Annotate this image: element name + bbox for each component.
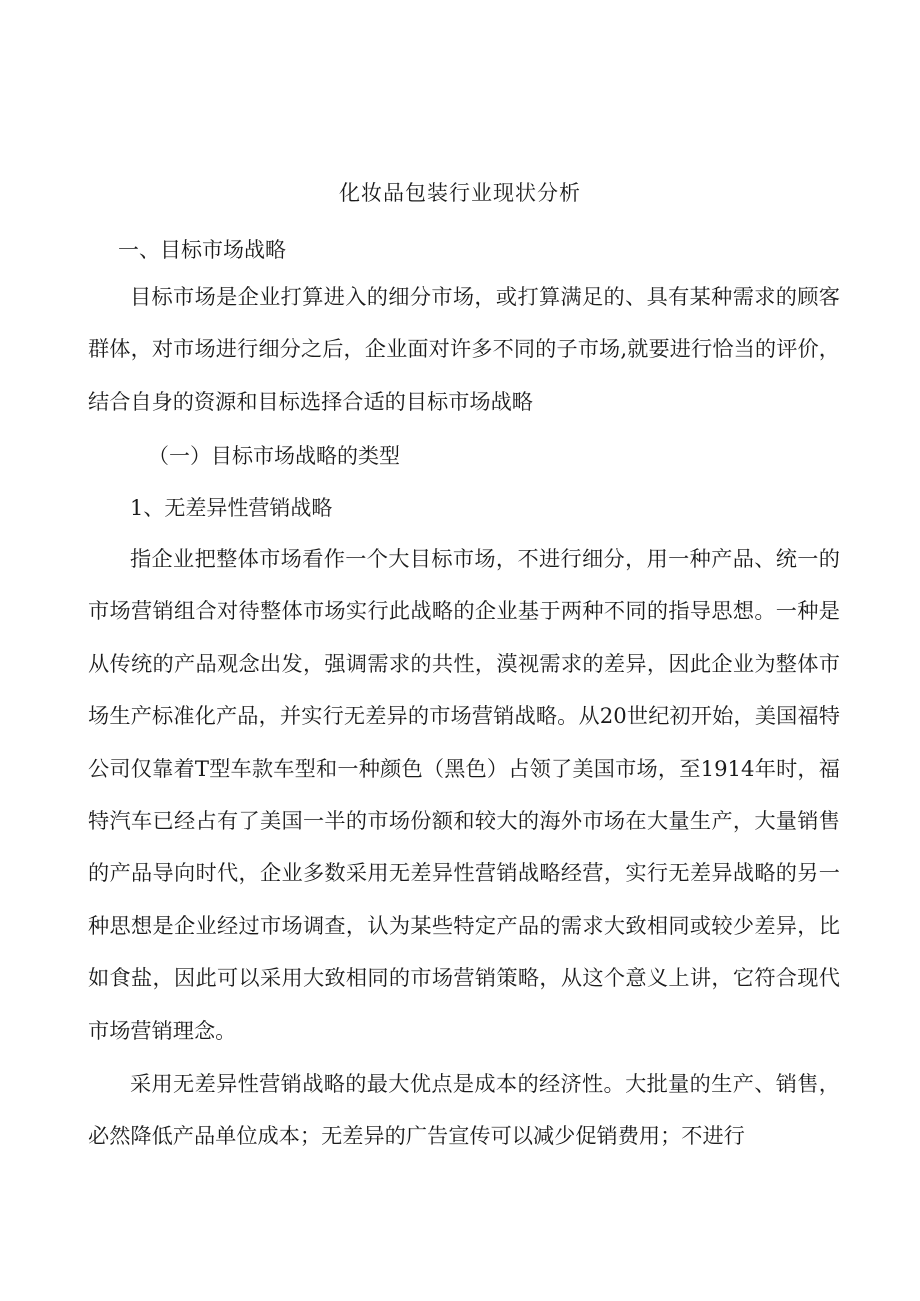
subsection-heading-strategy-types: （一）目标市场战略的类型 — [148, 444, 400, 468]
document-title: 化妆品包装行业现状分析 — [339, 181, 581, 205]
section-heading-target-market-strategy: 一、目标市场战略 — [118, 238, 286, 262]
paragraph-undifferentiated-marketing-advantages: 采用无差异性营销战略的最大优点是成本的经济性。大批量的生产、销售，必然降低产品单位成本；无差异的广告宣传可以减少促销费用；不进行 — [88, 1071, 840, 1149]
item-heading-undifferentiated-marketing: 1、无差异性营销战略 — [130, 496, 333, 520]
paragraph-undifferentiated-marketing-description: 指企业把整体市场看作一个大目标市场，不进行细分，用一种产品、统一的市场营销组合对待整体市场实行此战略的企业基于两种不同的指导思想。一种是从传统的产品观念出发，强调需求的共性，漠视需求的差异，因此企业为整体市场生产标准化产品，并实行无差异的市场营销战略。从20世纪初开始，美国福特公司仅靠着T型车款车型和一种颜色（黑色）占领了美国市场，至1914年时，福特汽车已经占有了美国一半的市场份额和较大的海外市场在大量生产，大量销售的产品导向时代，企业多数采用无差异性营销战略经营，实行无差异战略的另一种思想是企业经过市场调查，认为某些特定产品的需求大致相同或较少差异，比如食盐，因此可以采用大致相同的市场营销策略，从这个意义上讲，它符合现代市场营销理念。 — [88, 546, 840, 1043]
paragraph-target-market-definition: 目标市场是企业打算进入的细分市场，或打算满足的、具有某种需求的顾客群体，对市场进行细分之后，企业面对许多不同的子市场,就要进行恰当的评价，结合自身的资源和目标选择合适的目标市场战略 — [88, 284, 840, 414]
